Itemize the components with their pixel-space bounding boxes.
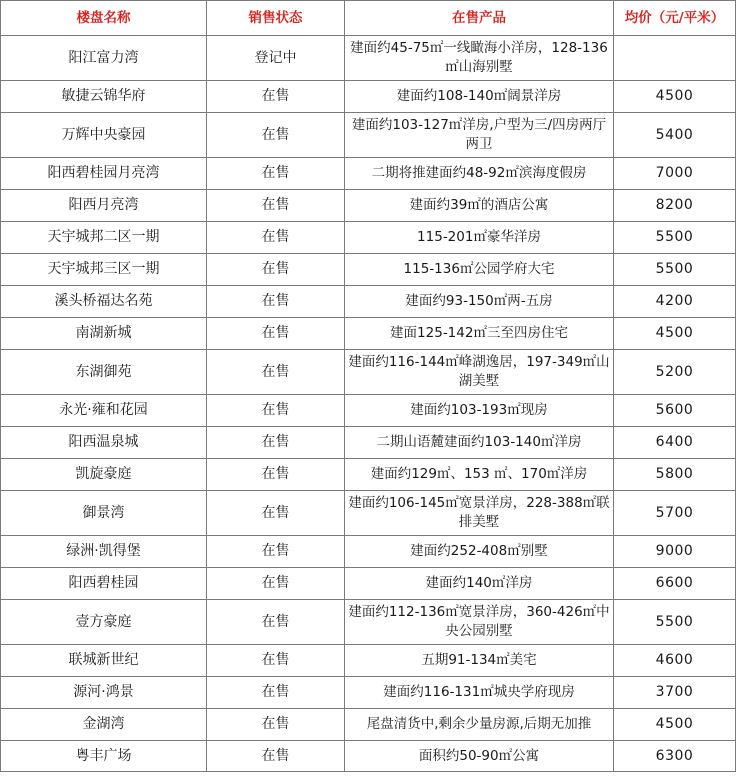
cell-status: 在售 bbox=[207, 395, 345, 427]
cell-price: 5500 bbox=[614, 600, 736, 645]
cell-name: 溪头桥福达名苑 bbox=[1, 286, 207, 318]
cell-status: 在售 bbox=[207, 645, 345, 677]
cell-product: 建面约106-145㎡宽景洋房，228-388㎡联排美墅 bbox=[345, 491, 614, 536]
cell-product: 五期91-134㎡美宅 bbox=[345, 645, 614, 677]
header-price: 均价（元/平米） bbox=[614, 1, 736, 36]
cell-name: 阳西碧桂园 bbox=[1, 568, 207, 600]
cell-status: 在售 bbox=[207, 600, 345, 645]
cell-name: 东湖御苑 bbox=[1, 350, 207, 395]
table-row bbox=[1, 36, 736, 81]
cell-price: 4500 bbox=[614, 318, 736, 350]
table-row bbox=[1, 190, 736, 222]
cell-product: 建面约103-193㎡现房 bbox=[345, 395, 614, 427]
cell-status: 在售 bbox=[207, 158, 345, 190]
table-row bbox=[1, 395, 736, 427]
cell-price: 4600 bbox=[614, 645, 736, 677]
table-row bbox=[1, 677, 736, 709]
cell-price: 6600 bbox=[614, 568, 736, 600]
cell-product: 建面约116-131㎡城央学府现房 bbox=[345, 677, 614, 709]
table-row bbox=[1, 600, 736, 645]
cell-price: 4200 bbox=[614, 286, 736, 318]
cell-price: 7000 bbox=[614, 158, 736, 190]
cell-product: 建面约45-75㎡一线瞰海小洋房，128-136㎡山海别墅 bbox=[345, 36, 614, 81]
cell-price: 5700 bbox=[614, 491, 736, 536]
table-row bbox=[1, 286, 736, 318]
cell-status: 在售 bbox=[207, 222, 345, 254]
table-row bbox=[1, 254, 736, 286]
cell-status: 在售 bbox=[207, 113, 345, 158]
cell-price: 6300 bbox=[614, 741, 736, 772]
cell-name: 天宇城邦三区一期 bbox=[1, 254, 207, 286]
cell-status: 在售 bbox=[207, 81, 345, 113]
cell-product: 115-136㎡公园学府大宅 bbox=[345, 254, 614, 286]
cell-status: 在售 bbox=[207, 427, 345, 459]
table-row bbox=[1, 158, 736, 190]
table-row bbox=[1, 350, 736, 395]
header-name: 楼盘名称 bbox=[1, 1, 207, 36]
cell-status: 在售 bbox=[207, 286, 345, 318]
cell-status: 登记中 bbox=[207, 36, 345, 81]
cell-product: 建面约140㎡洋房 bbox=[345, 568, 614, 600]
cell-product: 二期将推建面约48-92㎡滨海度假房 bbox=[345, 158, 614, 190]
cell-name: 壹方豪庭 bbox=[1, 600, 207, 645]
cell-status: 在售 bbox=[207, 491, 345, 536]
cell-product: 建面约129㎡、153 ㎡、170㎡洋房 bbox=[345, 459, 614, 491]
cell-price: 3700 bbox=[614, 677, 736, 709]
header-row bbox=[1, 1, 736, 36]
cell-status: 在售 bbox=[207, 709, 345, 741]
cell-name: 南湖新城 bbox=[1, 318, 207, 350]
cell-price: 4500 bbox=[614, 81, 736, 113]
cell-price: 4500 bbox=[614, 709, 736, 741]
cell-price: 5200 bbox=[614, 350, 736, 395]
cell-price: 5800 bbox=[614, 459, 736, 491]
cell-price bbox=[614, 36, 736, 81]
cell-name: 粤丰广场 bbox=[1, 741, 207, 772]
cell-product: 建面约39㎡的酒店公寓 bbox=[345, 190, 614, 222]
cell-name: 永光·雍和花园 bbox=[1, 395, 207, 427]
header-status: 销售状态 bbox=[207, 1, 345, 36]
cell-price: 9000 bbox=[614, 536, 736, 568]
table-row bbox=[1, 741, 736, 772]
table-row bbox=[1, 709, 736, 741]
cell-name: 绿洲·凯得堡 bbox=[1, 536, 207, 568]
cell-product: 尾盘清货中,剩余少量房源,后期无加推 bbox=[345, 709, 614, 741]
cell-name: 金湖湾 bbox=[1, 709, 207, 741]
table-row bbox=[1, 645, 736, 677]
cell-name: 天宇城邦二区一期 bbox=[1, 222, 207, 254]
cell-name: 万辉中央豪园 bbox=[1, 113, 207, 158]
table-row bbox=[1, 536, 736, 568]
cell-price: 5500 bbox=[614, 222, 736, 254]
cell-price: 5600 bbox=[614, 395, 736, 427]
cell-name: 敏捷云锦华府 bbox=[1, 81, 207, 113]
cell-status: 在售 bbox=[207, 741, 345, 772]
cell-name: 阳江富力湾 bbox=[1, 36, 207, 81]
header-product: 在售产品 bbox=[345, 1, 614, 36]
cell-status: 在售 bbox=[207, 459, 345, 491]
cell-product: 面积约50-90㎡公寓 bbox=[345, 741, 614, 772]
cell-name: 阳西碧桂园月亮湾 bbox=[1, 158, 207, 190]
cell-product: 建面约108-140㎡阔景洋房 bbox=[345, 81, 614, 113]
table-row bbox=[1, 113, 736, 158]
table-row bbox=[1, 491, 736, 536]
cell-name: 阳西温泉城 bbox=[1, 427, 207, 459]
cell-product: 建面约116-144㎡峰湖逸居，197-349㎡山湖美墅 bbox=[345, 350, 614, 395]
cell-product: 二期山语麓建面约103-140㎡洋房 bbox=[345, 427, 614, 459]
table-row bbox=[1, 318, 736, 350]
cell-product: 建面约103-127㎡洋房,户型为三/四房两厅两卫 bbox=[345, 113, 614, 158]
cell-name: 凯旋豪庭 bbox=[1, 459, 207, 491]
cell-status: 在售 bbox=[207, 254, 345, 286]
cell-price: 6400 bbox=[614, 427, 736, 459]
table-row bbox=[1, 222, 736, 254]
cell-name: 源河·鸿景 bbox=[1, 677, 207, 709]
cell-status: 在售 bbox=[207, 190, 345, 222]
cell-status: 在售 bbox=[207, 536, 345, 568]
cell-status: 在售 bbox=[207, 568, 345, 600]
cell-name: 联城新世纪 bbox=[1, 645, 207, 677]
table-row bbox=[1, 81, 736, 113]
cell-status: 在售 bbox=[207, 350, 345, 395]
cell-price: 8200 bbox=[614, 190, 736, 222]
cell-price: 5500 bbox=[614, 254, 736, 286]
cell-status: 在售 bbox=[207, 677, 345, 709]
cell-name: 御景湾 bbox=[1, 491, 207, 536]
cell-status: 在售 bbox=[207, 318, 345, 350]
table-row bbox=[1, 568, 736, 600]
cell-product: 建面约112-136㎡宽景洋房，360-426㎡中央公园别墅 bbox=[345, 600, 614, 645]
table-row bbox=[1, 459, 736, 491]
cell-price: 5400 bbox=[614, 113, 736, 158]
cell-product: 115-201㎡豪华洋房 bbox=[345, 222, 614, 254]
table-row bbox=[1, 427, 736, 459]
cell-name: 阳西月亮湾 bbox=[1, 190, 207, 222]
cell-product: 建面125-142㎡三至四房住宅 bbox=[345, 318, 614, 350]
cell-product: 建面约93-150㎡两-五房 bbox=[345, 286, 614, 318]
cell-product: 建面约252-408㎡别墅 bbox=[345, 536, 614, 568]
